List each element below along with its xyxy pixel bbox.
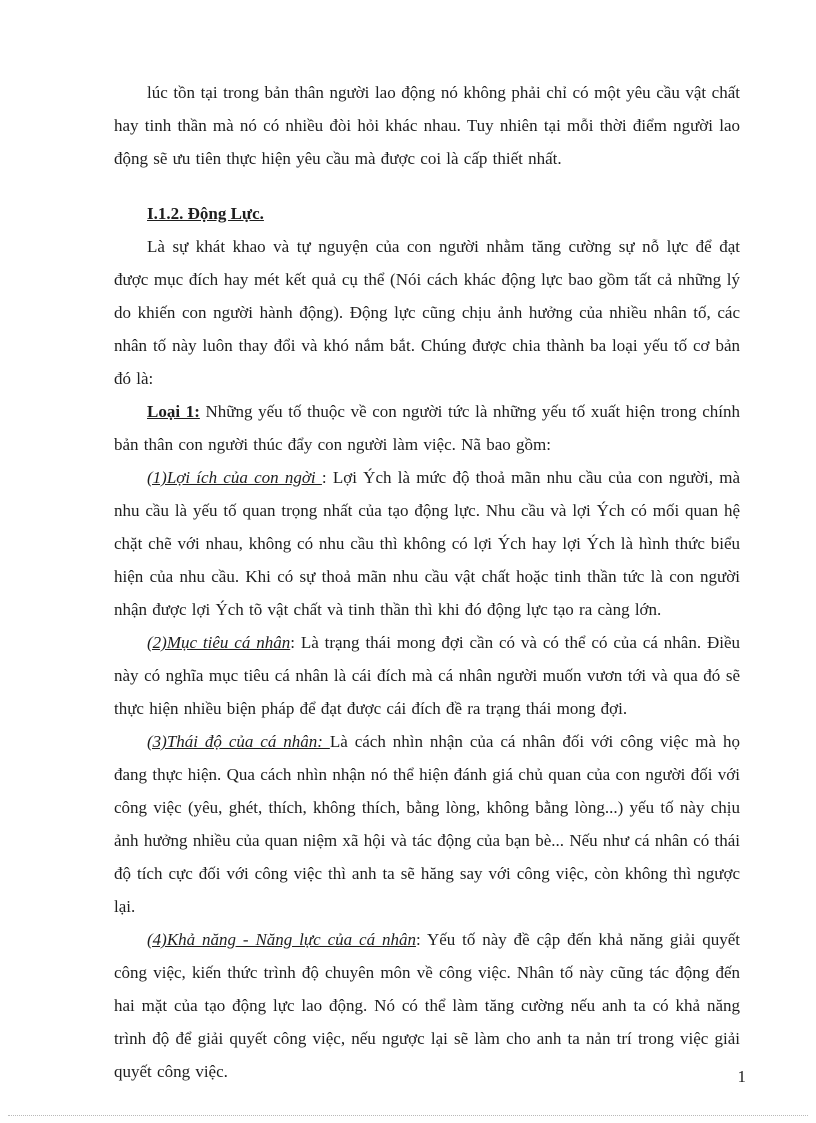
paragraph-lead-label: Loại 1: bbox=[147, 402, 200, 421]
paragraph-item-3 bbox=[114, 725, 740, 923]
paragraph-text: : Yếu tố này đề cập đến khả năng giải quyết công việc, kiến thức trình độ chuyên môn về công việc. Nhân tố này cũng tác động đến hai mặt của tạo động lực lao động. Nó có thể làm tăng cường nếu anh ta có khả năng trình độ để giải quyết công việc, nếu ngược lại sẽ làm cho anh ta nản trí trong việc giải quyết công việc. bbox=[114, 930, 740, 1081]
paragraph-text: : Lợi Ých là mức độ thoả mãn nhu cầu của con người, mà nhu cầu là yếu tố quan trọng nhất của tạo động lực. Nhu cầu và lợi Ých có mối quan hệ chặt chẽ với nhau, không có nhu cầu thì không có lợi Ých hay lợi Ých là hình thức biểu hiện của nhu cầu. Khi có sự thoả mãn nhu cầu vật chất hoặc tinh thần tức là con người nhận được lợi Ých tõ vật chất và tinh thần thì khi đó động lực tạo ra càng lớn. bbox=[114, 468, 740, 619]
paragraph-text: Là sự khát khao và tự nguyện của con người nhằm tăng cường sự nỗ lực để đạt được mục đích hay mét kết quả cụ thể (Nói cách khác động lực bao gồm tất cả những lý do khiến con người hành động). Động lực cũng chịu ảnh hưởng của nhiều nhân tố, các nhân tố này luôn thay đổi và khó nắm bắt. Chúng được chia thành ba loại yếu tố cơ bản đó là: bbox=[114, 237, 740, 388]
paragraph-lead-label: (2)Mục tiêu cá nhân bbox=[147, 633, 291, 652]
footer-divider bbox=[8, 1115, 808, 1116]
paragraph-text: Những yếu tố thuộc về con người tức là những yếu tố xuất hiện trong chính bản thân con người thúc đẩy con người làm việc. Nã bao gồm: bbox=[114, 402, 740, 454]
paragraph-definition bbox=[114, 230, 740, 395]
paragraph-item-2 bbox=[114, 626, 740, 725]
paragraph-lead-label: (3)Thái độ của cá nhân: bbox=[147, 732, 330, 751]
paragraph-item-4 bbox=[114, 923, 740, 1088]
page-number: 1 bbox=[737, 1067, 746, 1086]
paragraph-text: : Là trạng thái mong đợi cần có và có thể có của cá nhân. Điều này có nghĩa mục tiêu cá nhân là cái đích mà cá nhân người muốn vươn tới và qua đó sẽ thực hiện nhiều biện pháp để đạt được cái đích đề ra trạng thái mong đợi. bbox=[114, 633, 740, 718]
paragraph-lead-label: (4)Khả năng - Năng lực của cá nhân bbox=[147, 930, 416, 949]
paragraph-continuation bbox=[114, 76, 740, 175]
paragraph-type-1 bbox=[114, 395, 740, 461]
section-heading bbox=[114, 197, 740, 230]
paragraph-text: Là cách nhìn nhận của cá nhân đối với công việc mà họ đang thực hiện. Qua cách nhìn nhận nó thể hiện đánh giá chủ quan của con người đối với công việc (yêu, ghét, thích, không thích, bằng lòng, không bằng lòng...) yếu tố này chịu ảnh hưởng nhiều của quan niệm xã hội và tác động của bạn bè... Nếu như cá nhân có thái độ tích cực đối với công việc thì anh ta sẽ hăng say với công việc, còn không thì ngược lại. bbox=[114, 732, 740, 916]
paragraph-text: lúc tồn tại trong bản thân người lao động nó không phải chỉ có một yêu cầu vật chất hay tinh thần mà nó có nhiều đòi hỏi khác nhau. Tuy nhiên tại mỗi thời điểm người lao động sẽ ưu tiên thực hiện yêu cầu mà được coi là cấp thiết nhất. bbox=[114, 83, 740, 168]
section-heading-text: I.1.2. Động Lực. bbox=[147, 204, 264, 223]
page-content bbox=[114, 76, 740, 1088]
paragraph-lead-label: (1)Lợi ích của con ngời bbox=[147, 468, 322, 487]
paragraph-item-1 bbox=[114, 461, 740, 626]
